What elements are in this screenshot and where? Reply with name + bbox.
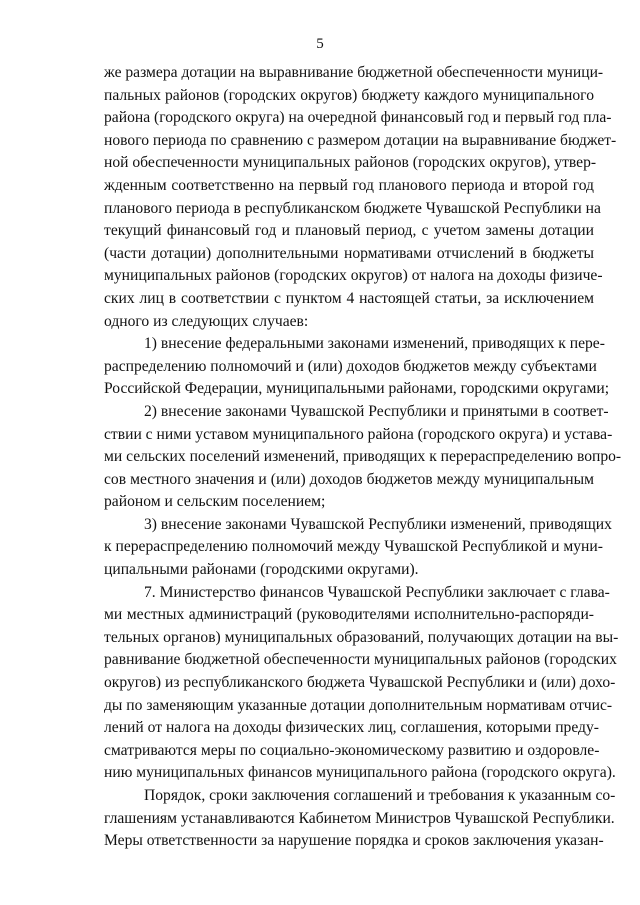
text-line: ды по заменяющим указанные дотации дополнительным нормативам отчис- (104, 696, 613, 714)
text-line: Порядок, сроки заключения соглашений и требования к указанным со- (144, 787, 616, 804)
page-number: 5 (316, 36, 324, 52)
text-line: пальных районов (городских округов) бюджету каждого муниципального (104, 86, 594, 104)
text-line: ских лиц в соответствии с пунктом 4 настоящей статьи, за исключением (104, 289, 594, 307)
text-line: же размера дотации на выравнивание бюджетной обеспеченности муници- (104, 64, 604, 81)
text-line: Меры ответственности за нарушение порядка и сроков заключения указан- (104, 832, 604, 850)
text-line: сов местного значения и (или) доходов бюджетов между муниципальным (104, 470, 594, 488)
text-line: тельных органов) муниципальных образований, получающих дотации на вы- (104, 628, 619, 646)
text-line: ствии с ними уставом муниципального района (городского округа) и устава- (104, 425, 613, 443)
text-line: глашениям устанавливаются Кабинетом Министров Чувашской Республики. (104, 809, 615, 827)
text-line: одного из следующих случаев: (104, 312, 309, 330)
text-line: к перераспределению полномочий между Чувашской Республикой и муни- (104, 538, 603, 556)
text-line: района (городского округа) на очередной финансовый год и первый год пла- (104, 109, 612, 127)
text-line: 3) внесение законами Чувашской Республики изменений, приводящих (144, 515, 612, 533)
body-text (104, 62, 622, 853)
text-line: муниципальных районов (городских округов) от налога на доходы физиче- (104, 267, 603, 285)
text-line: районом и сельским поселением; (104, 493, 326, 511)
text-line: распределению полномочий и (или) доходов бюджетов между субъектами (104, 357, 597, 375)
text-line: округов) из республиканского бюджета Чувашской Республики и (или) дохо- (104, 674, 616, 692)
text-line: нового периода по сравнению с размером дотации на выравнивание бюджет- (104, 131, 617, 149)
text-line: нию муниципальных финансов муниципального района (городского округа). (104, 764, 616, 782)
text-line: ципальными районами (городскими округами). (104, 561, 419, 579)
text-line: 1) внесение федеральными законами изменений, приводящих к пере- (144, 335, 605, 353)
text-line: ми местных администраций (руководителями исполнительно-распоряди- (104, 606, 594, 624)
text-line: (части дотации) дополнительными нормативами отчислений в бюджеты (104, 244, 594, 262)
text-line: жденным соответственно на первый год планового периода и второй год (104, 176, 594, 194)
text-line: ной обеспеченности муниципальных районов (городских округов), утвер- (104, 154, 597, 172)
text-line: равнивание бюджетной обеспеченности муниципальных районов (городских (104, 651, 617, 669)
text-line: ми сельских поселений изменений, приводящих к перераспределению вопро- (104, 448, 622, 466)
text-line: Российской Федерации, муниципальными районами, городскими округами; (104, 380, 610, 398)
text-line: 7. Министерство финансов Чувашской Республики заключает с глава- (144, 583, 610, 601)
text-line: лений от налога на доходы физических лиц, соглашения, которыми преду- (104, 719, 599, 737)
text-line: сматриваются меры по социально-экономическому развитию и оздоровле- (104, 741, 600, 759)
text-line: планового периода в республиканском бюджете Чувашской Республики на (104, 199, 601, 217)
text-line: текущий финансовый год и плановый период, с учетом замены дотации (104, 222, 594, 240)
text-line: 2) внесение законами Чувашской Республики и принятыми в соответ- (144, 402, 609, 420)
